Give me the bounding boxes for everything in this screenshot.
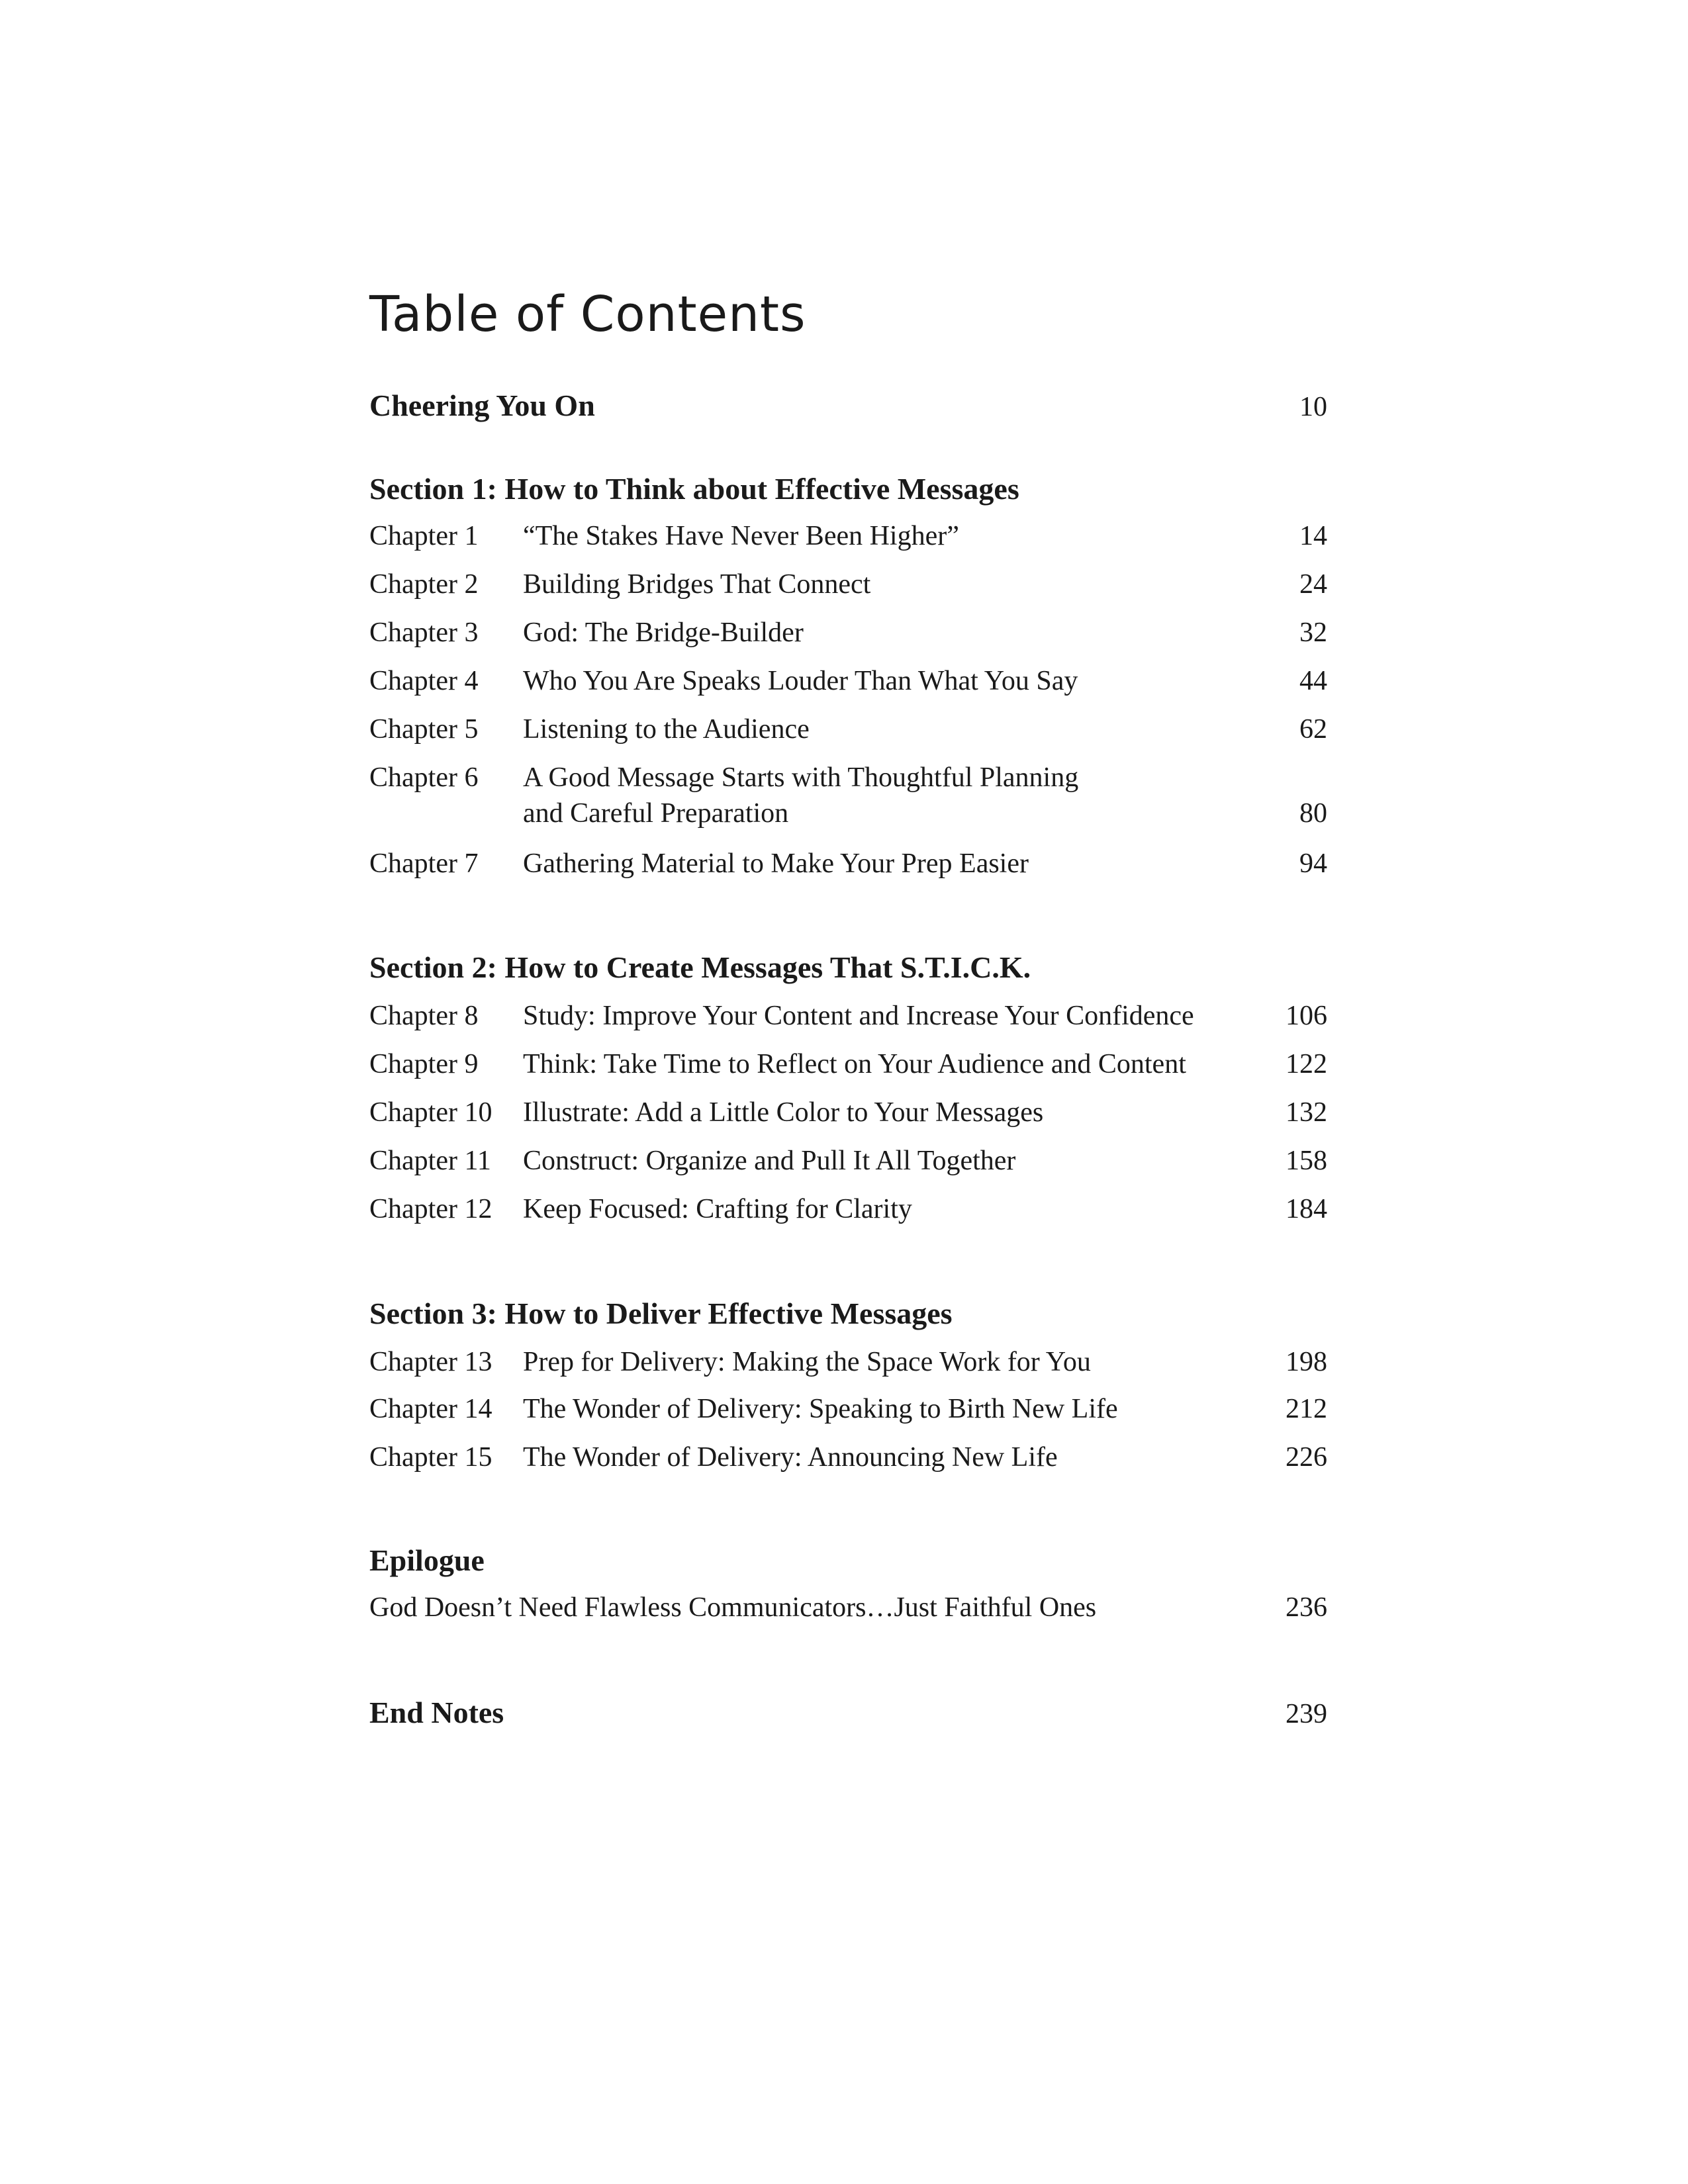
chapter-page-number: 106 [1286, 1001, 1327, 1031]
chapter-label: Chapter 7 [369, 848, 479, 879]
epilogue-heading: Epilogue [369, 1543, 485, 1577]
toc-chapter-row [369, 1050, 1327, 1083]
chapter-label: Chapter 9 [369, 1049, 479, 1079]
entry-label: End Notes [369, 1696, 504, 1729]
chapter-title-continued: and Careful Preparation [523, 798, 789, 829]
toc-chapter-row [369, 522, 1327, 555]
toc-chapter-row [369, 1348, 1327, 1381]
chapter-label: Chapter 10 [369, 1097, 492, 1128]
chapter-page-number: 184 [1286, 1194, 1327, 1224]
chapter-title: The Wonder of Delivery: Announcing New Life [523, 1442, 1058, 1473]
toc-chapter-row [369, 850, 1327, 883]
chapter-page-number: 94 [1299, 848, 1327, 879]
chapter-title: Keep Focused: Crafting for Clarity [523, 1194, 912, 1224]
chapter-label: Chapter 4 [369, 666, 479, 696]
epilogue-page-number: 236 [1286, 1592, 1327, 1623]
toc-chapter-row [369, 619, 1327, 652]
chapter-label: Chapter 13 [369, 1347, 492, 1377]
entry-label: Cheering You On [369, 388, 595, 422]
entry-page-number: 239 [1286, 1699, 1327, 1729]
chapter-label: Chapter 2 [369, 569, 479, 600]
toc-chapter-row [369, 667, 1327, 700]
chapter-title: The Wonder of Delivery: Speaking to Birth New Life [523, 1394, 1118, 1424]
chapter-page-number: 44 [1299, 666, 1327, 696]
chapter-page-number: 212 [1286, 1394, 1327, 1424]
toc-chapter-row [369, 1443, 1327, 1477]
chapter-title: Think: Take Time to Reflect on Your Audience and Content [523, 1049, 1186, 1079]
section-heading: Section 3: How to Deliver Effective Messages [369, 1297, 953, 1330]
entry-page-number: 10 [1299, 392, 1327, 422]
chapter-page-number: 14 [1299, 521, 1327, 551]
section-heading: Section 2: How to Create Messages That S.T.I.C.K. [369, 950, 1031, 984]
toc-chapter-row [369, 715, 1327, 749]
chapter-page-number: 122 [1286, 1049, 1327, 1079]
toc-chapter-row [369, 1195, 1327, 1228]
toc-epilogue-row [369, 1594, 1327, 1627]
toc-chapter-row [369, 1002, 1327, 1035]
chapter-label: Chapter 14 [369, 1394, 492, 1424]
chapter-page-number: 158 [1286, 1146, 1327, 1176]
toc-chapter-row [369, 570, 1327, 604]
chapter-title: Gathering Material to Make Your Prep Easier [523, 848, 1029, 879]
chapter-title: Building Bridges That Connect [523, 569, 871, 600]
chapter-page-number: 80 [1299, 798, 1327, 829]
section-heading: Section 1: How to Think about Effective Messages [369, 472, 1019, 506]
chapter-label: Chapter 5 [369, 714, 479, 745]
chapter-label: Chapter 15 [369, 1442, 492, 1473]
chapter-title: Who You Are Speaks Louder Than What You Say [523, 666, 1078, 696]
epilogue-title: God Doesn’t Need Flawless Communicators…Just Faithful Ones [369, 1592, 1097, 1623]
chapter-title: “The Stakes Have Never Been Higher” [523, 521, 959, 551]
toc-chapter-row [369, 764, 1327, 833]
chapter-title: Prep for Delivery: Making the Space Work for You [523, 1347, 1091, 1377]
chapter-page-number: 198 [1286, 1347, 1327, 1377]
chapter-page-number: 226 [1286, 1442, 1327, 1473]
chapter-title: Study: Improve Your Content and Increase Your Confidence [523, 1001, 1194, 1031]
chapter-label: Chapter 6 [369, 762, 479, 793]
chapter-label: Chapter 11 [369, 1146, 491, 1176]
page-title: Table of Contents [369, 286, 806, 343]
chapter-page-number: 32 [1299, 617, 1327, 648]
chapter-label: Chapter 8 [369, 1001, 479, 1031]
chapter-label: Chapter 1 [369, 521, 479, 551]
chapter-page-number: 62 [1299, 714, 1327, 745]
chapter-label: Chapter 3 [369, 617, 479, 648]
chapter-title: Illustrate: Add a Little Color to Your Messages [523, 1097, 1044, 1128]
toc-chapter-row [369, 1099, 1327, 1132]
chapter-page-number: 24 [1299, 569, 1327, 600]
toc-chapter-row [369, 1147, 1327, 1180]
chapter-label: Chapter 12 [369, 1194, 492, 1224]
chapter-page-number: 132 [1286, 1097, 1327, 1128]
toc-chapter-row [369, 1395, 1327, 1428]
chapter-title: God: The Bridge-Builder [523, 617, 804, 648]
chapter-title: A Good Message Starts with Thoughtful Planning [523, 762, 1079, 793]
chapter-title: Construct: Organize and Pull It All Together [523, 1146, 1016, 1176]
chapter-title: Listening to the Audience [523, 714, 810, 745]
